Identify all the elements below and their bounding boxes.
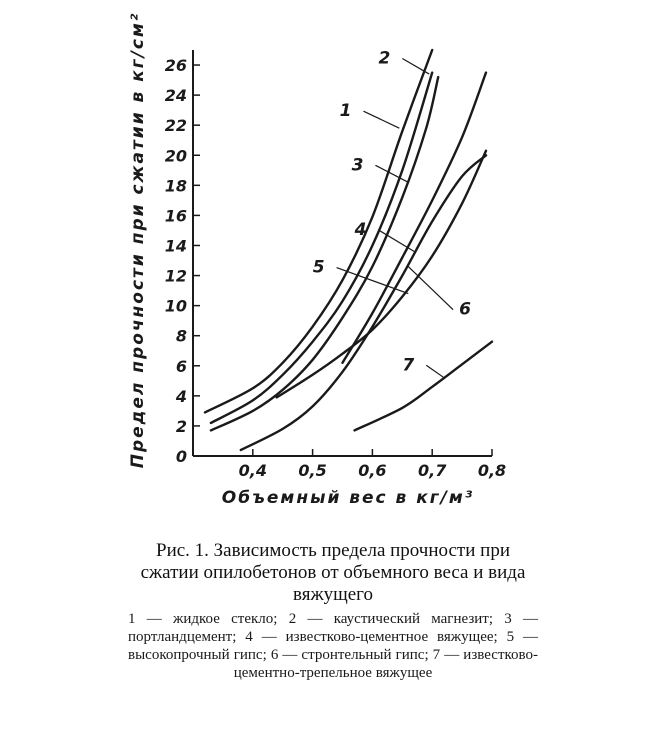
x-tick-label: 0,8 — [477, 461, 507, 480]
curve-label-2: 2 — [378, 48, 391, 69]
caption-title: Рис. 1. Зависимость предела прочности при сжатии опилобетонов от объемного веса и вида вяжущего — [140, 540, 526, 605]
series-line-6 — [241, 155, 486, 450]
curve-label-leader-5 — [337, 268, 409, 294]
y-tick-label: 18 — [164, 176, 187, 196]
y-tick-label: 4 — [175, 386, 187, 406]
curve-label-6: 6 — [459, 299, 471, 320]
x-tick-label: 0,5 — [298, 461, 327, 480]
curve-label-leader-1 — [363, 111, 399, 128]
curve-label-5: 5 — [312, 257, 325, 278]
y-tick-label: 24 — [164, 86, 187, 106]
curve-label-1: 1 — [339, 101, 352, 122]
x-tick-label: 0,7 — [418, 461, 447, 480]
series-line-7 — [355, 342, 493, 431]
y-tick-label: 16 — [164, 206, 187, 226]
y-tick-label: 14 — [164, 236, 187, 256]
curve-label-3: 3 — [351, 155, 364, 176]
caption-legend: 1 — жидкое стекло; 2 — каустический магнезит; 3 — портландцемент; 4 — известково-цементное вяжущее; 5 — высокопрочный гипс; 6 — стронтельный гипс; 7 — известково-цементно-трепельное вяжущее — [128, 611, 538, 681]
y-tick-label: 10 — [164, 296, 187, 316]
chart-axes — [165, 50, 506, 480]
y-tick-label: 26 — [164, 56, 187, 76]
curve-label-leader-6 — [408, 267, 453, 310]
curve-label-7: 7 — [402, 355, 415, 376]
y-tick-label: 8 — [175, 326, 187, 346]
curve-label-4: 4 — [354, 219, 367, 240]
y-tick-label: 0 — [175, 447, 187, 466]
x-axis-title: Объемный вес в кг/м³ — [221, 488, 475, 508]
y-tick-label: 12 — [164, 266, 187, 286]
figure-caption — [128, 540, 538, 682]
y-tick-label: 20 — [164, 146, 187, 166]
y-axis-title: Предел прочности при сжатии в кг/см² — [128, 11, 148, 469]
y-tick-label: 6 — [175, 356, 187, 376]
curve-label-leader-7 — [426, 365, 444, 378]
series-line-1 — [211, 73, 432, 423]
x-tick-label: 0,4 — [238, 461, 267, 480]
x-tick-label: 0,6 — [358, 461, 387, 480]
series-line-2 — [205, 50, 432, 412]
y-tick-label: 2 — [175, 416, 187, 436]
y-tick-label: 22 — [164, 116, 187, 136]
